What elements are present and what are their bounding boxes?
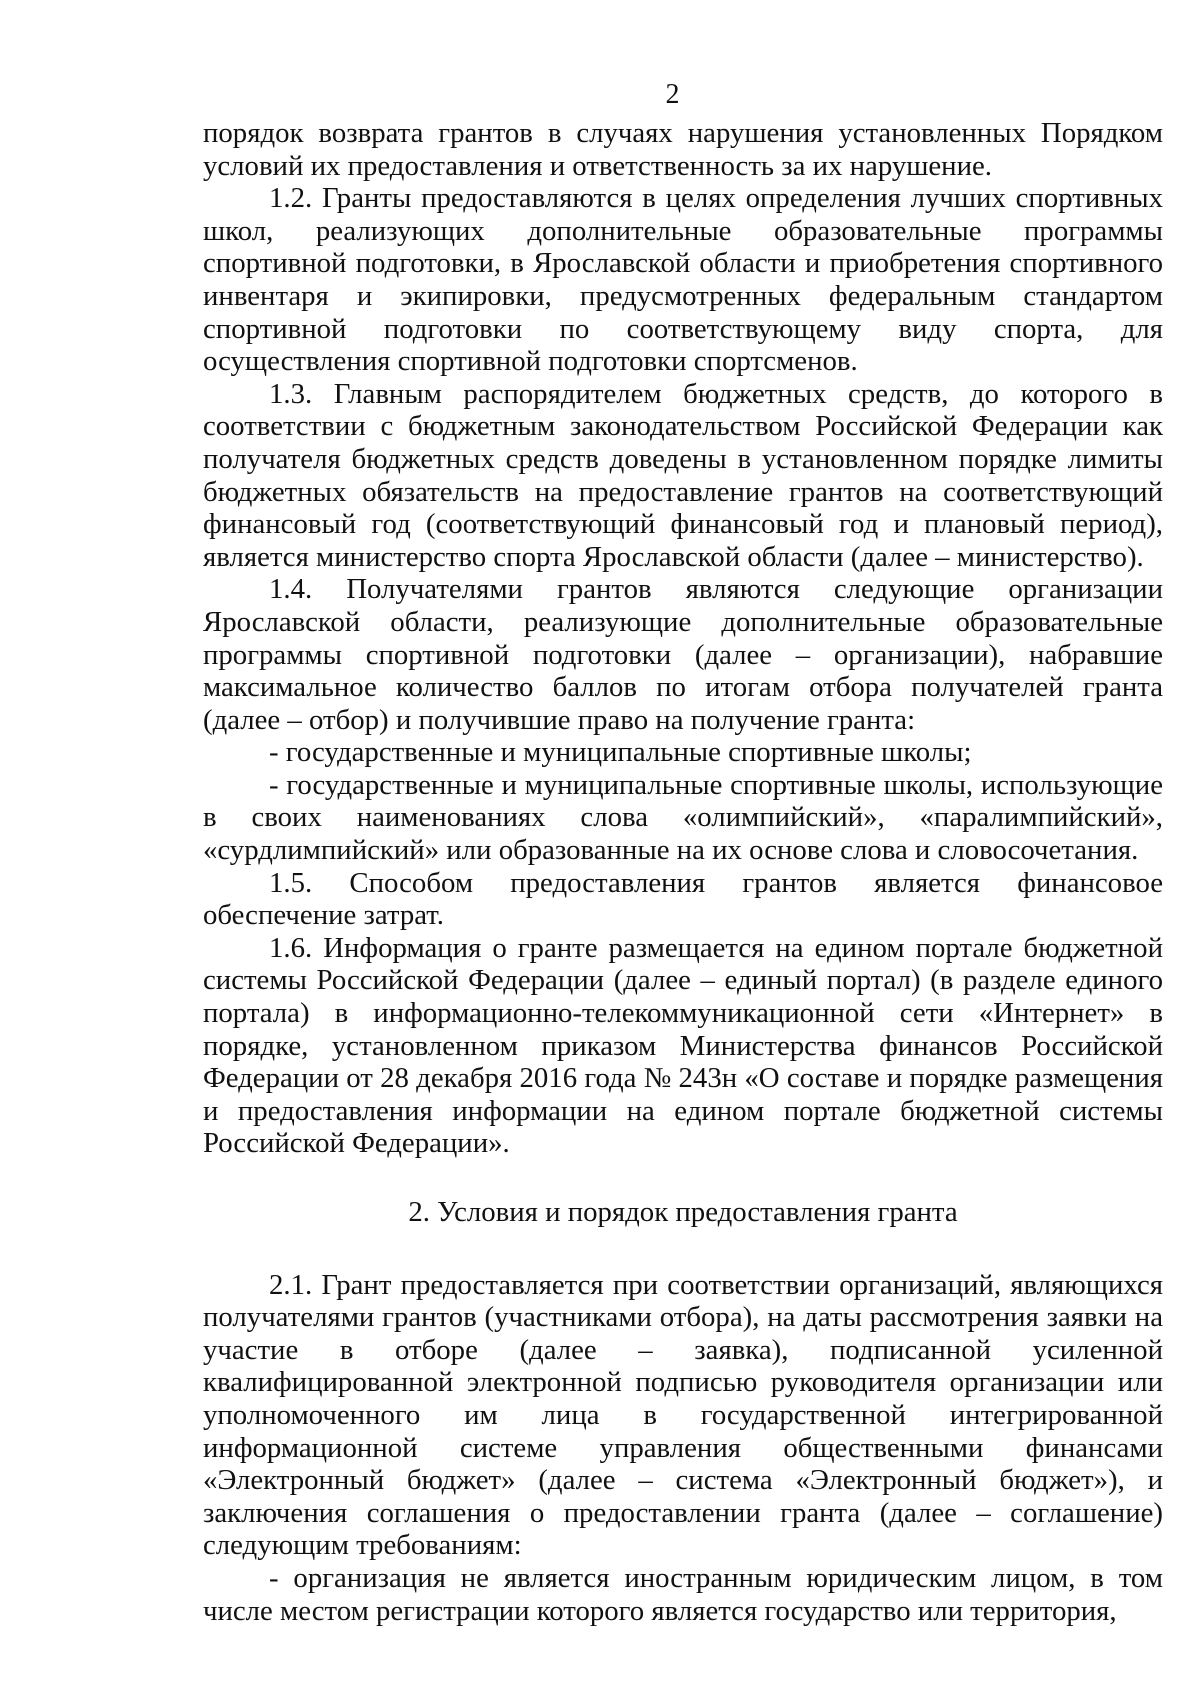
section-heading: 2. Условия и порядок предоставления гранта — [408, 1196, 958, 1228]
paragraph-1-2: 1.2. Гранты предоставляются в целях определения лучших спортивных школ, реализующих дополнительные образовательные программы спортивной подготовки, в Ярославской области и приобретения спортивного инвентаря и экипировки, предусмотренных федеральным стандартом спортивной подготовки по соответствующему виду спорта, для осуществления спортивной подготовки спортсменов. — [203, 182, 1163, 378]
list-item-olympic-schools: - государственные и муниципальные спортивные школы, использующие в своих наименованиях слова «олимпийский», «паралимпийский», «сурдлимпийский» или образованные на их основе слова и словосочетания. — [203, 768, 1163, 867]
paragraph-1-3: 1.3. Главным распорядителем бюджетных средств, до которого в соответствии с бюджетным законодательством Российской Федерации как получателя бюджетных средств доведены в установленном порядке лимиты бюджетных обязательств на предоставление грантов на соответствующий финансовый год (соответствующий финансовый год и плановый период), является министерство спорта Ярославской области (далее – министерство). — [203, 377, 1163, 573]
list-item-sport-schools: - государственные и муниципальные спортивные школы; — [269, 736, 972, 769]
list-item-foreign-entity: - организация не является иностранным юридическим лицом, в том числе местом регистрации которого является государство или территория, — [203, 1561, 1163, 1627]
document-body — [203, 117, 1163, 1627]
paragraph-2-1: 2.1. Грант предоставляется при соответствии организаций, являющихся получателями грантов (участниками отбора), на даты рассмотрения заявки на участие в отборе (далее – заявка), подписанной усиленной квалифицированной электронной подписью руководителя организации или уполномоченного им лица в государственной интегрированной информационной системе управления общественными финансами «Электронный бюджет» (далее – система «Электронный бюджет»), и заключения соглашения о предоставлении гранта (далее – соглашение) следующим требованиям: — [203, 1268, 1163, 1562]
paragraph-continuation: порядок возврата грантов в случаях нарушения установленных Порядком условий их предоставления и ответственность за их нарушение. — [203, 117, 1163, 182]
paragraph-1-6: 1.6. Информация о гранте размещается на едином портале бюджетной системы Российской Федерации (далее – единый портал) (в разделе единого портала) в информационно-телекоммуникационной сети «Интернет» в порядке, установленном приказом Министерства финансов Российской Федерации от 28 декабря 2016 года № 243н «О составе и порядке размещения и предоставления информации на едином портале бюджетной системы Российской Федерации». — [203, 931, 1163, 1160]
page-number: 2 — [665, 79, 680, 110]
paragraph-1-5: 1.5. Способом предоставления грантов является финансовое обеспечение затрат. — [203, 866, 1163, 932]
paragraph-1-4: 1.4. Получателями грантов являются следующие организации Ярославской области, реализующие дополнительные образовательные программы спортивной подготовки (далее – организации), набравшие максимальное количество баллов по итогам отбора получателей гранта (далее – отбор) и получившие право на получение гранта: — [203, 573, 1163, 736]
